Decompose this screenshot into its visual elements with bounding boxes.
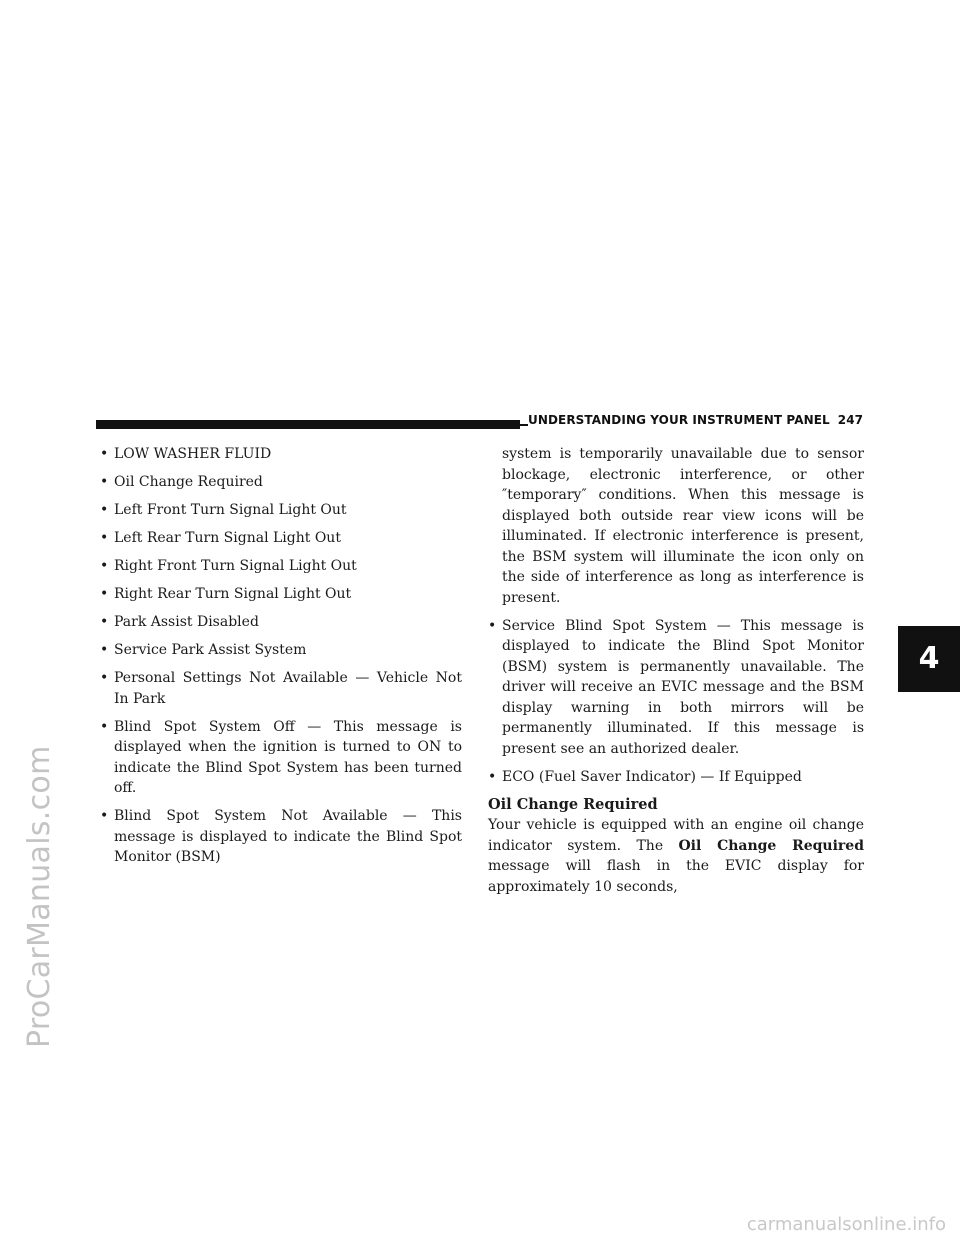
bullet-icon: • [100, 586, 109, 602]
bold-term: Oil Change Required [678, 837, 865, 854]
bullet-icon: • [488, 617, 497, 634]
list-item: • Left Rear Turn Signal Light Out [100, 528, 462, 549]
bullet-icon: • [100, 446, 109, 462]
list-item: • Personal Settings Not Available — Vehicle Not In Park [100, 670, 462, 707]
list-item: • Left Front Turn Signal Light Out [100, 500, 462, 521]
list-item: • Park Assist Disabled [100, 612, 462, 633]
bullet-icon: • [488, 768, 497, 785]
list-item: • Oil Change Required [100, 472, 462, 493]
bullet-icon: • [100, 642, 109, 658]
list-item: • Blind Spot System Off — This message is displayed when the ignition is turned to ON to indicate the Blind Spot System has been turned off. [100, 718, 462, 796]
page-number: 247 [837, 413, 864, 427]
bullet-icon: • [100, 614, 109, 630]
list-item: • Right Front Turn Signal Light Out [100, 556, 462, 577]
list-item: • LOW WASHER FLUID [100, 444, 462, 465]
header-rule-thick [96, 420, 520, 429]
section-heading: Oil Change Required [488, 796, 658, 813]
list-item: • Service Blind Spot System — This message is displayed to indicate the Blind Spot Monitor (BSM) system is permanently unavailable. The driver will receive an EVIC message and the BSM display warning in both mirrors will be permanently illuminated. If this message is present see an authorized dealer. [488, 617, 864, 757]
bullet-icon: • [100, 474, 109, 490]
list-item: • Blind Spot System Not Available — This message is displayed to indicate the Blind Spot Monitor (BSM) [100, 808, 462, 865]
continued-paragraph: system is temporarily unavailable due to sensor blockage, electronic interference, or other ″temporary″ conditions. When this message is displayed both outside rear view icons will be illuminated. If electronic interference is present, the BSM system will illuminate the icon only on the side of interference as long as interference is present. [502, 446, 864, 606]
bullet-icon: • [100, 502, 109, 518]
bullet-icon: • [100, 558, 109, 574]
chapter-tab: 4 [898, 626, 960, 692]
bullet-icon: • [100, 718, 109, 735]
bullet-icon: • [100, 808, 109, 824]
list-item: • Service Park Assist System [100, 640, 462, 661]
left-column [100, 444, 462, 875]
bullet-icon: • [100, 530, 109, 546]
body-paragraph: Your vehicle is equipped with an engine oil change indicator system. The Oil Change Required message will flash in the EVIC display for approximately 10 seconds, [488, 817, 865, 895]
section-title: UNDERSTANDING YOUR INSTRUMENT PANEL [528, 413, 830, 427]
running-header [528, 412, 869, 429]
list-item: • ECO (Fuel Saver Indicator) — If Equipped [488, 767, 864, 788]
list-item: • Right Rear Turn Signal Light Out [100, 584, 462, 605]
watermark-procarmanuals: ProCarManuals.com [22, 745, 57, 1048]
watermark-carmanualsonline: carmanualsonline.info [746, 1214, 946, 1235]
right-column [488, 444, 864, 897]
bullet-icon: • [100, 670, 109, 686]
